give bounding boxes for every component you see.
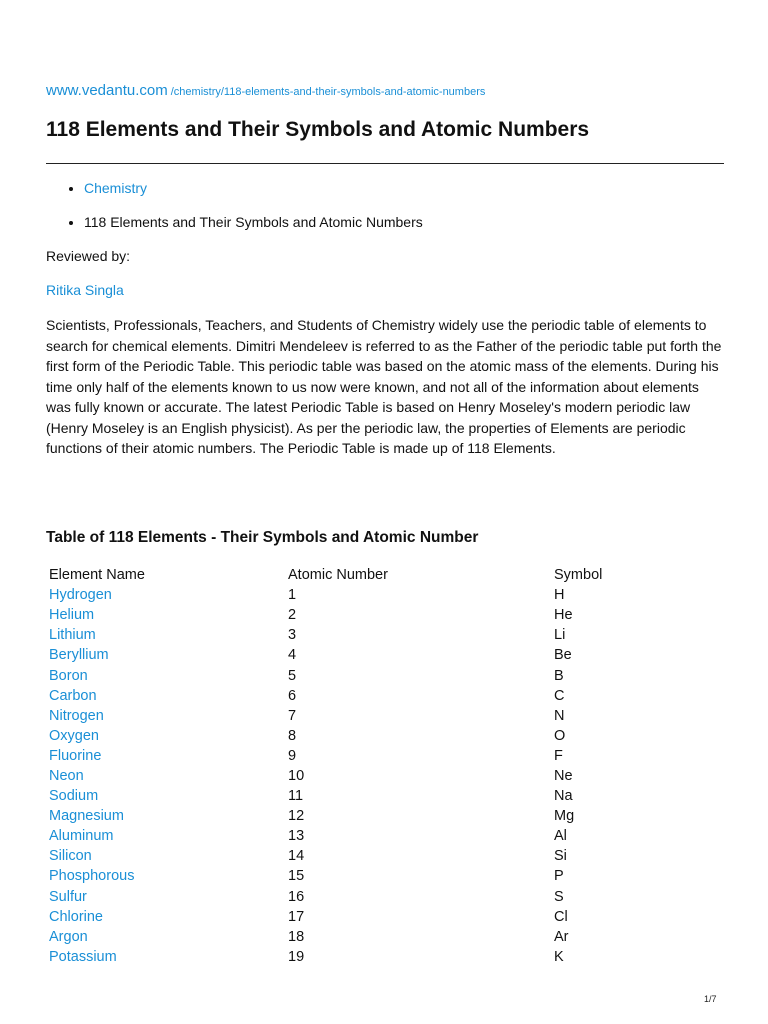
- element-name-link[interactable]: Silicon: [49, 848, 92, 865]
- page-title: 118 Elements and Their Symbols and Atomic Numbers: [46, 118, 590, 141]
- table-row: [46, 726, 674, 746]
- symbol-cell: Cl: [554, 908, 568, 925]
- element-name-link[interactable]: Argon: [49, 928, 88, 945]
- table-row: [46, 746, 674, 766]
- table-row: [46, 706, 674, 726]
- symbol-cell: C: [554, 687, 565, 704]
- element-name-link[interactable]: Fluorine: [49, 747, 102, 764]
- symbol-cell: N: [554, 707, 565, 724]
- symbol-cell: Al: [554, 828, 567, 845]
- element-name-link[interactable]: Lithium: [49, 627, 96, 644]
- table-row: [46, 806, 674, 826]
- table-heading: Table of 118 Elements - Their Symbols and Atomic Number: [46, 529, 479, 546]
- element-name-link[interactable]: Magnesium: [49, 808, 124, 825]
- symbol-cell: B: [554, 667, 564, 684]
- symbol-cell: F: [554, 747, 563, 764]
- element-name-link[interactable]: Helium: [49, 607, 95, 624]
- breadcrumb-item-chemistry: [84, 179, 423, 213]
- atomic-number-cell: 19: [288, 948, 305, 965]
- atomic-number-cell: 8: [288, 727, 297, 744]
- atomic-number-cell: 15: [288, 868, 305, 885]
- symbol-cell: S: [554, 888, 564, 905]
- element-name-cell: [46, 806, 285, 826]
- reviewer-link[interactable]: Ritika Singla: [46, 282, 124, 298]
- element-name-cell: [46, 665, 285, 685]
- atomic-number-cell: 10: [288, 767, 305, 784]
- symbol-cell: K: [554, 948, 564, 965]
- table-row: [46, 866, 674, 886]
- element-name-cell: [46, 625, 285, 645]
- element-name-cell: [46, 947, 285, 967]
- atomic-number-cell: 17: [288, 908, 305, 925]
- element-name-cell: [46, 686, 285, 706]
- table-row: [46, 585, 674, 605]
- symbol-cell: Mg: [554, 808, 575, 825]
- column-header-element-name: Element Name: [49, 567, 145, 584]
- atomic-number-cell: 18: [288, 928, 305, 945]
- atomic-number-cell: 1: [288, 587, 297, 604]
- atomic-number-cell: 3: [288, 627, 297, 644]
- element-name-cell: [46, 927, 285, 947]
- element-name-cell: [46, 746, 285, 766]
- element-name-link[interactable]: Sodium: [49, 788, 99, 805]
- symbol-cell: Ar: [554, 928, 569, 945]
- element-name-link[interactable]: Boron: [49, 667, 88, 684]
- element-name-link[interactable]: Beryllium: [49, 647, 109, 664]
- symbol-cell: Li: [554, 627, 566, 644]
- atomic-number-cell: 14: [288, 848, 305, 865]
- element-name-cell: [46, 605, 285, 625]
- element-name-cell: [46, 846, 285, 866]
- atomic-number-cell: 9: [288, 747, 297, 764]
- atomic-number-cell: 4: [288, 647, 297, 664]
- element-name-cell: [46, 907, 285, 927]
- column-header-symbol: Symbol: [554, 567, 603, 584]
- breadcrumb-chemistry-link[interactable]: Chemistry: [84, 180, 148, 196]
- table-header-row: [46, 565, 674, 585]
- atomic-number-cell: 12: [288, 808, 305, 825]
- element-name-link[interactable]: Phosphorous: [49, 868, 135, 885]
- element-name-link[interactable]: Carbon: [49, 687, 97, 704]
- atomic-number-cell: 2: [288, 607, 297, 624]
- element-name-cell: [46, 706, 285, 726]
- table-row: [46, 605, 674, 625]
- url-path-link[interactable]: /chemistry/118-elements-and-their-symbols-and-atomic-numbers: [170, 86, 486, 98]
- element-name-cell: [46, 766, 285, 786]
- symbol-cell: He: [554, 607, 573, 624]
- element-name-link[interactable]: Hydrogen: [49, 587, 112, 604]
- atomic-number-cell: 6: [288, 687, 297, 704]
- element-name-link[interactable]: Oxygen: [49, 727, 99, 744]
- column-header-atomic-number: Atomic Number: [288, 567, 388, 584]
- symbol-cell: Na: [554, 788, 573, 805]
- element-name-cell: [46, 786, 285, 806]
- elements-table: [46, 565, 674, 967]
- element-name-cell: [46, 726, 285, 746]
- element-name-link[interactable]: Chlorine: [49, 908, 103, 925]
- table-row: [46, 887, 674, 907]
- table-row: [46, 927, 674, 947]
- table-row: [46, 947, 674, 967]
- source-url: [46, 82, 485, 100]
- atomic-number-cell: 13: [288, 828, 305, 845]
- breadcrumb-current-label: 118 Elements and Their Symbols and Atomic Numbers: [84, 214, 423, 230]
- intro-paragraph: Scientists, Professionals, Teachers, and Students of Chemistry widely use the periodic table of elements to search for chemical elements. Dimitri Mendeleev is referred to as the Father of the periodic table put forth the first form of the Periodic Table. This periodic table was based on the atomic mass of the elements. During his time only half of the elements known to us now were known, and not all of the information about elements was fully known or accurate. The latest Periodic Table is based on Henry Moseley's modern periodic law (Henry Moseley is an English physicist). As per the periodic law, the properties of Elements are periodic functions of their atomic numbers. The Periodic Table is made up of 118 Elements.: [46, 317, 722, 456]
- element-name-link[interactable]: Nitrogen: [49, 707, 104, 724]
- atomic-number-cell: 16: [288, 888, 305, 905]
- element-name-link[interactable]: Sulfur: [49, 888, 87, 905]
- atomic-number-cell: 7: [288, 707, 297, 724]
- element-name-cell: [46, 826, 285, 846]
- element-name-cell: [46, 585, 285, 605]
- symbol-cell: P: [554, 868, 564, 885]
- page-number: 1/7: [704, 994, 717, 1004]
- element-name-cell: [46, 866, 285, 886]
- table-row: [46, 846, 674, 866]
- table-row: [46, 686, 674, 706]
- symbol-cell: Ne: [554, 767, 573, 784]
- element-name-link[interactable]: Aluminum: [49, 828, 114, 845]
- element-name-link[interactable]: Potassium: [49, 948, 117, 965]
- symbol-cell: Si: [554, 848, 567, 865]
- symbol-cell: O: [554, 727, 566, 744]
- table-row: [46, 786, 674, 806]
- table-row: [46, 907, 674, 927]
- table-row: [46, 625, 674, 645]
- title-divider: [46, 163, 724, 164]
- breadcrumb-item-current: [84, 213, 423, 247]
- reviewed-by-label: Reviewed by:: [46, 248, 131, 264]
- symbol-cell: H: [554, 587, 565, 604]
- table-row: [46, 826, 674, 846]
- url-domain-link[interactable]: www.vedantu.com: [46, 82, 168, 99]
- element-name-cell: [46, 887, 285, 907]
- element-name-link[interactable]: Neon: [49, 767, 84, 784]
- element-name-cell: [46, 645, 285, 665]
- table-row: [46, 645, 674, 665]
- atomic-number-cell: 5: [288, 667, 297, 684]
- table-row: [46, 766, 674, 786]
- atomic-number-cell: 11: [288, 788, 304, 805]
- symbol-cell: Be: [554, 647, 572, 664]
- table-row: [46, 665, 674, 685]
- breadcrumb: [46, 179, 423, 247]
